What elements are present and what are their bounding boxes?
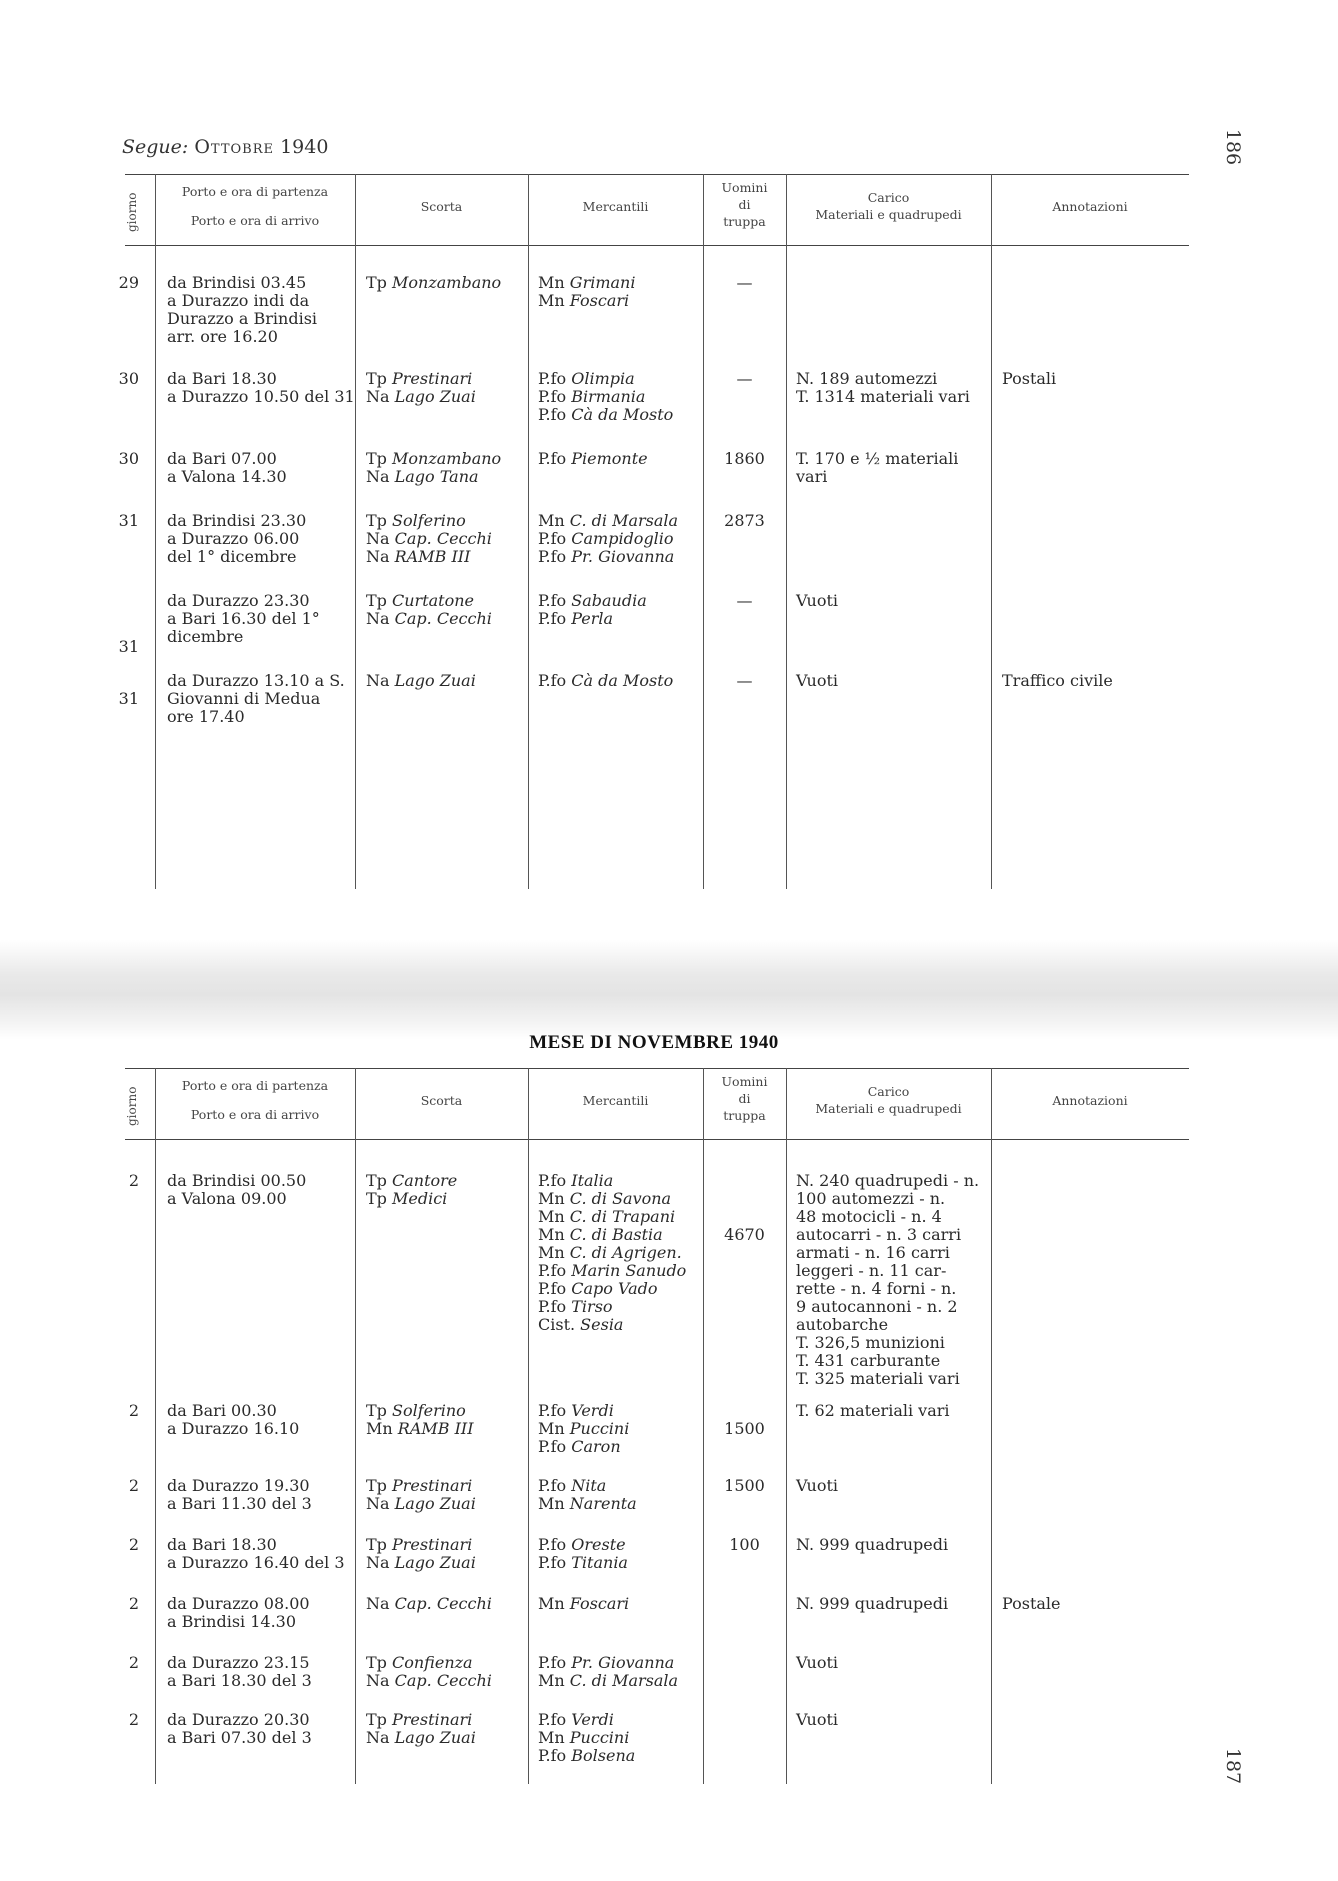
cell-mercantili-line bbox=[538, 1316, 623, 1334]
cell-mercantili-line bbox=[538, 450, 648, 468]
cell-mercantili-line bbox=[538, 1190, 671, 1208]
cell-porto-line: da Brindisi 03.45 bbox=[167, 273, 307, 292]
cell-carico-line: Vuoti bbox=[796, 1476, 839, 1495]
cell-scorta-line-text: Na Lago Tana bbox=[366, 467, 479, 486]
oct-column-rule bbox=[528, 174, 529, 889]
cell-scorta-line-text: Na Cap. Cecchi bbox=[366, 1594, 492, 1613]
cell-giorno: 2 bbox=[128, 1653, 139, 1672]
cell-mercantili-line-text: P.fo Italia bbox=[538, 1171, 614, 1190]
cell-porto-line: a Bari 18.30 del 3 bbox=[167, 1671, 312, 1690]
oct-column-rule bbox=[355, 174, 356, 889]
cell-porto-line: da Brindisi 00.50 bbox=[167, 1171, 307, 1190]
cell-carico-line: T. 325 materiali vari bbox=[796, 1369, 960, 1388]
cell-mercantili-line-text: Mn Puccini bbox=[538, 1728, 630, 1747]
cell-giorno: 31 bbox=[118, 689, 139, 708]
header-uomini-3: truppa bbox=[723, 1108, 766, 1123]
cell-carico-line: vari bbox=[796, 467, 828, 486]
cell-uomini: 1860 bbox=[724, 449, 765, 468]
nov-rule-top bbox=[125, 1068, 1189, 1069]
nov-column-rule bbox=[991, 1068, 992, 1784]
cell-scorta-line bbox=[366, 1190, 447, 1208]
header-mercantili: Mercantili bbox=[582, 1093, 649, 1108]
book-gutter bbox=[0, 940, 1338, 1040]
cell-scorta-line-text: Na Cap. Cecchi bbox=[366, 529, 492, 548]
cell-mercantili-line-text: P.fo Tirso bbox=[538, 1297, 613, 1316]
cell-mercantili-line-text: Mn C. di Marsala bbox=[538, 511, 679, 530]
cell-uomini: — bbox=[736, 273, 753, 292]
header-scorta: Scorta bbox=[420, 1093, 463, 1108]
cell-mercantili-line bbox=[538, 1208, 675, 1226]
month-title: MESE DI NOVEMBRE 1940 bbox=[529, 1032, 779, 1053]
cell-mercantili-line-text: P.fo Perla bbox=[538, 609, 614, 628]
cell-mercantili-line-text: P.fo Olimpia bbox=[538, 369, 635, 388]
cell-giorno: 31 bbox=[118, 511, 139, 530]
cell-porto-line: da Bari 18.30 bbox=[167, 1535, 277, 1554]
cell-mercantili-line-text: P.fo Oreste bbox=[538, 1535, 626, 1554]
cell-giorno: 2 bbox=[128, 1535, 139, 1554]
cell-scorta-line-text: Na Cap. Cecchi bbox=[366, 609, 492, 628]
oct-rule-header bbox=[125, 245, 1189, 246]
cell-scorta-line-text: Tp Prestinari bbox=[366, 1476, 473, 1495]
header-annotazioni: Annotazioni bbox=[1052, 1093, 1128, 1108]
header-uomini-2: di bbox=[738, 197, 751, 212]
cell-scorta-line-text: Tp Monzambano bbox=[366, 449, 502, 468]
header-mercantili: Mercantili bbox=[582, 199, 649, 214]
cell-porto-line: da Bari 18.30 bbox=[167, 369, 277, 388]
cell-scorta-line bbox=[366, 468, 479, 486]
header-annotazioni: Annotazioni bbox=[1052, 199, 1128, 214]
cell-scorta-line bbox=[366, 370, 472, 388]
cell-carico-line: 100 automezzi - n. bbox=[796, 1189, 946, 1208]
cell-scorta-line-text: Na Lago Zuai bbox=[366, 387, 476, 406]
cell-mercantili-line-text: P.fo Bolsena bbox=[538, 1746, 636, 1765]
cell-scorta-line-text: Tp Prestinari bbox=[366, 1535, 473, 1554]
cell-porto-line: ore 17.40 bbox=[167, 707, 245, 726]
cell-uomini: 2873 bbox=[724, 511, 765, 530]
cell-carico-line: leggeri - n. 11 car- bbox=[796, 1261, 947, 1280]
cell-carico-line: T. 1314 materiali vari bbox=[796, 387, 970, 406]
cell-carico-line: N. 999 quadrupedi bbox=[796, 1594, 949, 1613]
cell-carico-line: 9 autocannoni - n. 2 bbox=[796, 1297, 958, 1316]
cell-scorta-line bbox=[366, 1654, 473, 1672]
header-uomini-3: truppa bbox=[723, 214, 766, 229]
cell-uomini: 1500 bbox=[724, 1419, 765, 1438]
cell-scorta-line-text: Na RAMB III bbox=[366, 547, 471, 566]
cell-scorta-line bbox=[366, 1495, 476, 1513]
cell-mercantili-line-text: P.fo Verdi bbox=[538, 1710, 614, 1729]
cell-mercantili-line-text: P.fo Verdi bbox=[538, 1401, 614, 1420]
cell-mercantili-line-text: Cist. Sesia bbox=[538, 1315, 624, 1334]
cell-porto-line: a Durazzo 10.50 del 31 bbox=[167, 387, 355, 406]
header-giorno: giorno bbox=[125, 1086, 139, 1126]
cell-scorta-line bbox=[366, 1554, 476, 1572]
cell-mercantili-line bbox=[538, 1420, 629, 1438]
cell-scorta-line-text: Na Lago Zuai bbox=[366, 1494, 476, 1513]
cell-giorno: 2 bbox=[128, 1171, 139, 1190]
header-scorta: Scorta bbox=[420, 199, 463, 214]
cell-porto-line: Giovanni di Medua bbox=[167, 689, 321, 708]
cell-scorta-line-text: Tp Solferino bbox=[366, 1401, 466, 1420]
cell-mercantili-line-text: P.fo Marin Sanudo bbox=[538, 1261, 687, 1280]
cell-carico-line: Vuoti bbox=[796, 1653, 839, 1672]
cell-scorta-line-text: Na Lago Zuai bbox=[366, 1553, 476, 1572]
oct-column-rule bbox=[786, 174, 787, 889]
cell-scorta-line-text: Na Lago Zuai bbox=[366, 1728, 476, 1747]
cell-mercantili-line-text: P.fo Piemonte bbox=[538, 449, 648, 468]
cell-carico-line: 48 motocicli - n. 4 bbox=[796, 1207, 942, 1226]
cell-carico-line: T. 170 e ½ materiali bbox=[796, 449, 959, 468]
cell-giorno: 31 bbox=[118, 637, 139, 656]
cell-scorta-line-text: Na Lago Zuai bbox=[366, 671, 476, 690]
cell-carico-line: autocarri - n. 3 carri bbox=[796, 1225, 962, 1244]
header-uomini-2: di bbox=[738, 1091, 751, 1106]
running-head-prefix: Segue: bbox=[122, 136, 189, 158]
header-carico-1: Carico bbox=[867, 1084, 910, 1099]
cell-scorta-line bbox=[366, 1672, 492, 1690]
cell-porto-line: a Durazzo 16.40 del 3 bbox=[167, 1553, 345, 1572]
cell-mercantili-line-text: P.fo Cà da Mosto bbox=[538, 671, 674, 690]
cell-mercantili-line bbox=[538, 1536, 626, 1554]
cell-mercantili-line-text: Mn Foscari bbox=[538, 1594, 630, 1613]
cell-carico-line: N. 189 automezzi bbox=[796, 369, 938, 388]
cell-uomini: 1500 bbox=[724, 1476, 765, 1495]
cell-mercantili-line bbox=[538, 1711, 614, 1729]
cell-carico-line: armati - n. 16 carri bbox=[796, 1243, 950, 1262]
cell-scorta-line-text: Mn RAMB III bbox=[366, 1419, 474, 1438]
cell-mercantili-line-text: Mn C. di Marsala bbox=[538, 1671, 679, 1690]
cell-mercantili-line-text: Mn Narenta bbox=[538, 1494, 637, 1513]
header-porto-arrivo: Porto e ora di arrivo bbox=[190, 1107, 320, 1122]
cell-mercantili-line bbox=[538, 274, 635, 292]
cell-mercantili-line bbox=[538, 1654, 674, 1672]
cell-scorta-line bbox=[366, 672, 476, 690]
cell-mercantili-line bbox=[538, 548, 674, 566]
cell-porto-line: arr. ore 16.20 bbox=[167, 327, 278, 346]
cell-mercantili-line bbox=[538, 672, 673, 690]
cell-scorta-line bbox=[366, 1402, 466, 1420]
cell-giorno: 2 bbox=[128, 1476, 139, 1495]
cell-scorta-line-text: Tp Medici bbox=[366, 1189, 448, 1208]
cell-giorno: 2 bbox=[128, 1401, 139, 1420]
cell-mercantili-line bbox=[538, 1172, 613, 1190]
cell-carico-line: T. 326,5 munizioni bbox=[796, 1333, 945, 1352]
cell-scorta-line bbox=[366, 1477, 472, 1495]
cell-mercantili-line bbox=[538, 1672, 678, 1690]
cell-mercantili-line-text: P.fo Titania bbox=[538, 1553, 628, 1572]
header-porto-partenza: Porto e ora di partenza bbox=[181, 184, 329, 199]
nov-column-rule bbox=[155, 1068, 156, 1784]
cell-scorta-line bbox=[366, 1595, 492, 1613]
cell-scorta-line-text: Tp Prestinari bbox=[366, 1710, 473, 1729]
cell-giorno: 29 bbox=[118, 273, 139, 292]
cell-mercantili-line bbox=[538, 1595, 629, 1613]
cell-scorta-line-text: Na Cap. Cecchi bbox=[366, 1671, 492, 1690]
cell-mercantili-line-text: P.fo Nita bbox=[538, 1476, 607, 1495]
cell-giorno: 2 bbox=[128, 1710, 139, 1729]
cell-mercantili-line-text: P.fo Birmania bbox=[538, 387, 646, 406]
cell-scorta-line bbox=[366, 1711, 472, 1729]
cell-carico-line: Vuoti bbox=[796, 671, 839, 690]
cell-porto-line: a Brindisi 14.30 bbox=[167, 1612, 297, 1631]
cell-scorta-line bbox=[366, 610, 492, 628]
oct-column-rule bbox=[991, 174, 992, 889]
cell-scorta-line bbox=[366, 274, 501, 292]
cell-mercantili-line bbox=[538, 1244, 682, 1262]
cell-uomini: 100 bbox=[729, 1535, 760, 1554]
cell-porto-line: da Brindisi 23.30 bbox=[167, 511, 307, 530]
cell-mercantili-line-text: P.fo Pr. Giovanna bbox=[538, 1653, 675, 1672]
cell-carico-line: Vuoti bbox=[796, 1710, 839, 1729]
cell-scorta-line bbox=[366, 450, 501, 468]
cell-mercantili-line-text: P.fo Campidoglio bbox=[538, 529, 674, 548]
cell-scorta-line bbox=[366, 1729, 476, 1747]
oct-column-rule bbox=[155, 174, 156, 889]
cell-mercantili-line bbox=[538, 1438, 621, 1456]
cell-porto-line: Durazzo a Brindisi bbox=[167, 309, 318, 328]
cell-mercantili-line bbox=[538, 592, 647, 610]
cell-carico-line: N. 999 quadrupedi bbox=[796, 1535, 949, 1554]
cell-mercantili-line bbox=[538, 1477, 606, 1495]
cell-mercantili-line-text: P.fo Caron bbox=[538, 1437, 621, 1456]
cell-annotazioni: Traffico civile bbox=[1002, 671, 1113, 690]
cell-mercantili-line-text: Mn Puccini bbox=[538, 1419, 630, 1438]
header-porto-partenza: Porto e ora di partenza bbox=[181, 1078, 329, 1093]
cell-porto-line: da Durazzo 08.00 bbox=[167, 1594, 310, 1613]
cell-scorta-line-text: Tp Curtatone bbox=[366, 591, 474, 610]
cell-mercantili-line-text: P.fo Capo Vado bbox=[538, 1279, 658, 1298]
cell-scorta-line-text: Tp Confienza bbox=[366, 1653, 473, 1672]
cell-porto-line: da Durazzo 23.30 bbox=[167, 591, 310, 610]
header-carico-1: Carico bbox=[867, 190, 910, 205]
page-number-187: 187 bbox=[1222, 1747, 1245, 1785]
cell-porto-line: a Durazzo 16.10 bbox=[167, 1419, 300, 1438]
cell-mercantili-line-text: P.fo Sabaudia bbox=[538, 591, 647, 610]
cell-porto-line: da Bari 07.00 bbox=[167, 449, 277, 468]
cell-mercantili-line bbox=[538, 512, 678, 530]
cell-carico-line: autobarche bbox=[796, 1315, 889, 1334]
cell-porto-line: da Bari 00.30 bbox=[167, 1401, 277, 1420]
nov-column-rule bbox=[786, 1068, 787, 1784]
cell-giorno: 2 bbox=[128, 1594, 139, 1613]
cell-porto-line: da Durazzo 23.15 bbox=[167, 1653, 310, 1672]
cell-mercantili-line-text: Mn Grimani bbox=[538, 273, 636, 292]
cell-mercantili-line bbox=[538, 1554, 628, 1572]
cell-scorta-line bbox=[366, 1172, 457, 1190]
cell-uomini: — bbox=[736, 369, 753, 388]
nov-column-rule bbox=[528, 1068, 529, 1784]
cell-uomini: 4670 bbox=[724, 1225, 765, 1244]
cell-porto-line: dicembre bbox=[167, 627, 244, 646]
cell-scorta-line bbox=[366, 1420, 474, 1438]
header-uomini-1: Uomini bbox=[721, 180, 768, 195]
november-table bbox=[125, 1068, 1189, 1784]
cell-scorta-line bbox=[366, 592, 474, 610]
cell-mercantili-line-text: Mn C. di Savona bbox=[538, 1189, 672, 1208]
cell-mercantili-line bbox=[538, 1262, 686, 1280]
cell-mercantili-line bbox=[538, 370, 635, 388]
running-head-month: Ottobre bbox=[194, 136, 275, 158]
cell-carico-line: T. 62 materiali vari bbox=[796, 1401, 950, 1420]
cell-scorta-line-text: Tp Monzambano bbox=[366, 273, 502, 292]
cell-mercantili-line-text: Mn C. di Bastia bbox=[538, 1225, 663, 1244]
cell-scorta-line bbox=[366, 388, 476, 406]
cell-scorta-line bbox=[366, 512, 466, 530]
cell-porto-line: da Durazzo 20.30 bbox=[167, 1710, 310, 1729]
cell-uomini: — bbox=[736, 671, 753, 690]
cell-mercantili-line-text: Mn C. di Trapani bbox=[538, 1207, 676, 1226]
header-uomini-1: Uomini bbox=[721, 1074, 768, 1089]
cell-mercantili-line-text: P.fo Pr. Giovanna bbox=[538, 547, 675, 566]
header-carico-2: Materiali e quadrupedi bbox=[815, 207, 962, 222]
cell-scorta-line bbox=[366, 530, 492, 548]
cell-carico-line: N. 240 quadrupedi - n. bbox=[796, 1171, 980, 1190]
cell-scorta-line-text: Tp Prestinari bbox=[366, 369, 473, 388]
cell-mercantili-line bbox=[538, 1226, 663, 1244]
cell-porto-line: a Bari 16.30 del 1° bbox=[167, 609, 320, 628]
cell-mercantili-line-text: P.fo Cà da Mosto bbox=[538, 405, 674, 424]
cell-porto-line: a Bari 07.30 del 3 bbox=[167, 1728, 312, 1747]
cell-annotazioni: Postale bbox=[1002, 1594, 1061, 1613]
cell-porto-line: a Valona 09.00 bbox=[167, 1189, 287, 1208]
cell-mercantili-line bbox=[538, 1495, 637, 1513]
cell-porto-line: a Valona 14.30 bbox=[167, 467, 287, 486]
cell-mercantili-line bbox=[538, 1402, 614, 1420]
running-head-year: 1940 bbox=[280, 136, 329, 158]
cell-porto-line: a Durazzo indi da bbox=[167, 291, 310, 310]
nov-column-rule bbox=[355, 1068, 356, 1784]
cell-mercantili-line bbox=[538, 1729, 629, 1747]
header-porto-arrivo: Porto e ora di arrivo bbox=[190, 213, 320, 228]
cell-carico-line: T. 431 carburante bbox=[796, 1351, 941, 1370]
cell-mercantili-line bbox=[538, 1747, 635, 1765]
cell-scorta-line-text: Tp Solferino bbox=[366, 511, 466, 530]
cell-porto-line: a Bari 11.30 del 3 bbox=[167, 1494, 312, 1513]
running-head bbox=[122, 136, 328, 158]
cell-carico-line: Vuoti bbox=[796, 591, 839, 610]
cell-mercantili-line bbox=[538, 610, 613, 628]
header-carico-2: Materiali e quadrupedi bbox=[815, 1101, 962, 1116]
cell-mercantili-line bbox=[538, 1280, 658, 1298]
cell-mercantili-line bbox=[538, 406, 673, 424]
cell-uomini: — bbox=[736, 591, 753, 610]
cell-carico-line: rette - n. 4 forni - n. bbox=[796, 1279, 957, 1298]
nov-rule-header bbox=[125, 1139, 1189, 1140]
cell-porto-line: a Durazzo 06.00 bbox=[167, 529, 300, 548]
cell-scorta-line bbox=[366, 1536, 472, 1554]
header-giorno: giorno bbox=[125, 192, 139, 232]
cell-mercantili-line bbox=[538, 388, 645, 406]
cell-porto-line: da Durazzo 13.10 a S. bbox=[167, 671, 345, 690]
oct-rule-top bbox=[125, 174, 1189, 175]
cell-scorta-line-text: Tp Cantore bbox=[366, 1171, 458, 1190]
october-table bbox=[118, 174, 1189, 889]
cell-porto-line: del 1° dicembre bbox=[167, 547, 297, 566]
cell-giorno: 30 bbox=[118, 369, 139, 388]
cell-scorta-line bbox=[366, 548, 470, 566]
cell-mercantili-line-text: Mn Foscari bbox=[538, 291, 630, 310]
page-number-186: 186 bbox=[1222, 128, 1245, 166]
cell-mercantili-line bbox=[538, 530, 674, 548]
cell-porto-line: da Durazzo 19.30 bbox=[167, 1476, 310, 1495]
cell-mercantili-line-text: Mn C. di Agrigen. bbox=[538, 1243, 682, 1262]
cell-mercantili-line bbox=[538, 292, 629, 310]
cell-annotazioni: Postali bbox=[1002, 369, 1057, 388]
cell-giorno: 30 bbox=[118, 449, 139, 468]
cell-mercantili-line bbox=[538, 1298, 613, 1316]
